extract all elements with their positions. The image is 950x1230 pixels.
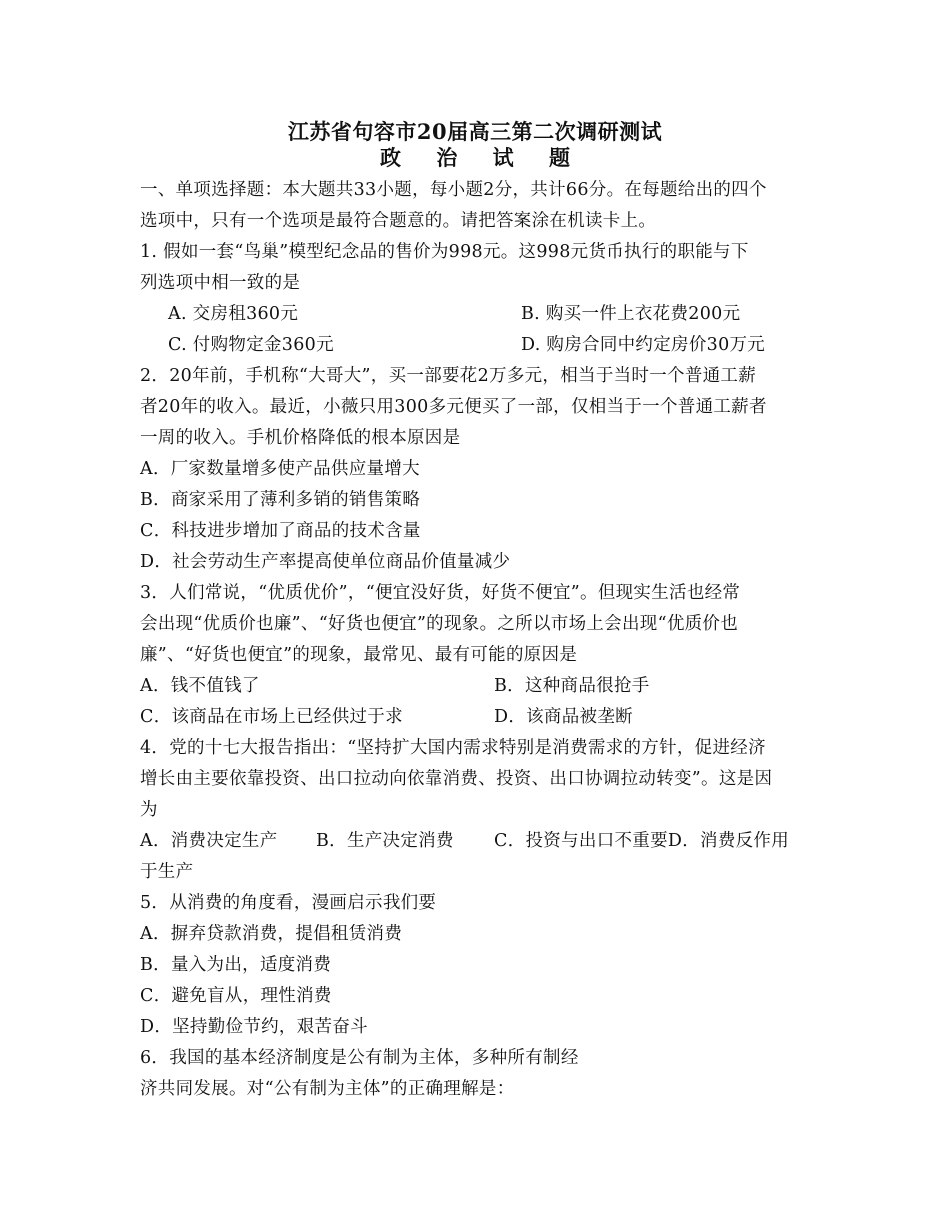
q5-option-c: C．避免盲从，理性消费: [140, 986, 332, 1006]
q5-option-b: B．量入为出，适度消费: [140, 955, 332, 975]
q2-stem-line3: 一周的收入。手机价格降低的根本原因是: [140, 428, 461, 448]
q4-stem-line2: 增长由主要依靠投资、出口拉动向依靠消费、投资、出口协调拉动转变”。这是因: [140, 769, 773, 789]
q5-stem-line1: 5．从消费的角度看，漫画启示我们要: [140, 893, 437, 913]
q2-option-d: D．社会劳动生产率提高使单位商品价值量减少: [140, 552, 511, 572]
q6-stem-line1: 6．我国的基本经济制度是公有制为主体，多种所有制经: [140, 1048, 579, 1068]
q3-stem-line3: 廉”、“好货也便宜”的现象，最常见、最有可能的原因是: [140, 645, 578, 665]
q2-option-a: A．厂家数量增多使产品供应量增大: [140, 459, 420, 479]
section-instructions-line2: 选项中，只有一个选项是最符合题意的。请把答案涂在机读卡上。: [140, 211, 657, 231]
q1-option-b: B. 购买一件上衣花费200元: [521, 304, 741, 324]
q1-option-a: A. 交房租360元: [168, 304, 299, 324]
q4-option-cd: C．投资与出口不重要D．消费反作用: [494, 831, 790, 851]
q3-stem-line1: 3．人们常说，“优质优价”，“便宜没好货，好货不便宜”。但现实生活也经常: [140, 583, 741, 603]
section-instructions-line1: 一、单项选择题：本大题共33小题，每小题2分，共计66分。在每题给出的四个: [140, 180, 767, 200]
q4-option-b: B．生产决定消费: [316, 831, 454, 851]
q4-option-tail: 于生产: [140, 862, 194, 882]
q2-stem-line2: 者20年的收入。最近，小薇只用300多元便买了一部，仅相当于一个普通工薪者: [140, 397, 767, 417]
q5-option-a: A．摒弃贷款消费，提倡租赁消费: [140, 924, 403, 944]
q4-option-a: A．消费决定生产: [140, 831, 278, 851]
q4-stem-line1: 4．党的十七大报告指出：“坚持扩大国内需求特别是消费需求的方针，促进经济: [140, 738, 766, 758]
q3-stem-line2: 会出现“优质价也廉”、“好货也便宜”的现象。之所以市场上会出现“优质价也: [140, 614, 739, 634]
page-title: 江苏省句容市20届高三第二次调研测试: [287, 119, 663, 144]
q3-option-d: D．该商品被垄断: [494, 707, 633, 727]
page-subtitle: 政 治 试 题: [380, 145, 584, 170]
q6-stem-line2: 济共同发展。对“公有制为主体”的正确理解是：: [140, 1079, 515, 1099]
q2-stem-line1: 2．20年前，手机称“大哥大”，买一部要花2万多元，相当于当时一个普通工薪: [140, 366, 757, 386]
q1-option-d: D. 购房合同中约定房价30万元: [521, 335, 766, 355]
q4-stem-line3: 为: [140, 800, 158, 820]
q2-option-c: C．科技进步增加了商品的技术含量: [140, 521, 421, 541]
q3-option-b: B．这种商品很抢手: [494, 676, 650, 696]
q3-option-a: A．钱不值钱了: [140, 676, 260, 696]
q1-stem-line1: 1. 假如一套“鸟巢”模型纪念品的售价为998元。这998元货币执行的职能与下: [140, 242, 749, 262]
q3-option-c: C．该商品在市场上已经供过于求: [140, 707, 403, 727]
q5-option-d: D．坚持勤俭节约，艰苦奋斗: [140, 1017, 368, 1037]
q1-option-c: C. 付购物定金360元: [168, 335, 334, 355]
q2-option-b: B．商家采用了薄利多销的销售策略: [140, 490, 421, 510]
q1-stem-line2: 列选项中相一致的是: [140, 273, 301, 293]
